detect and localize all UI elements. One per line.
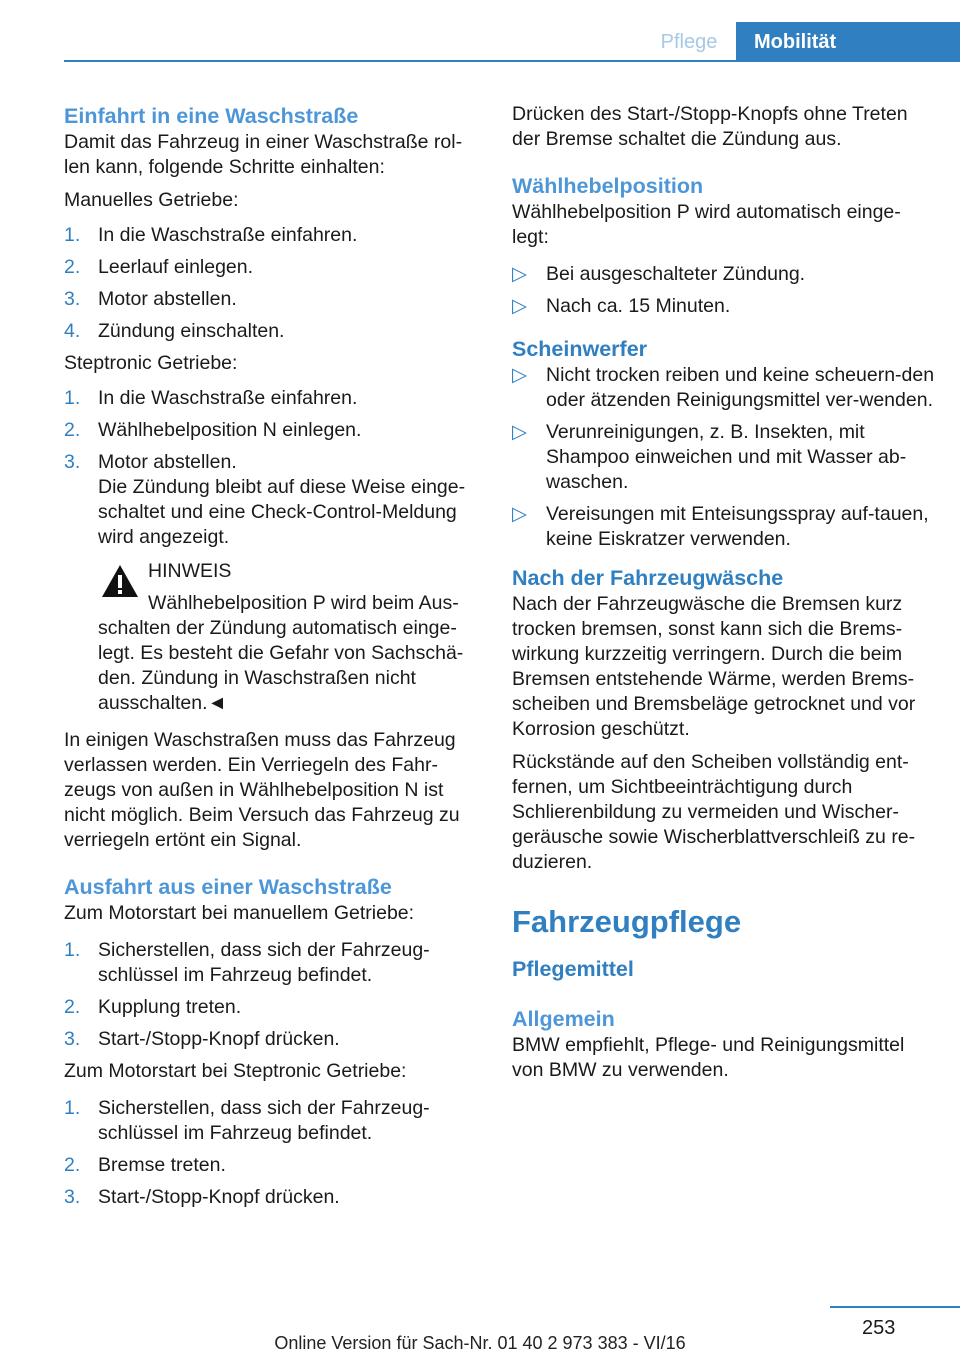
step-number: 3. bbox=[64, 1186, 81, 1208]
heading-ausfahrt: Ausfahrt aus einer Waschstraße bbox=[64, 875, 392, 899]
list-item: 3. Start-/Stopp-Knopf drücken. bbox=[64, 1186, 340, 1208]
list-item: 2. Wählhebelposition N einlegen. bbox=[64, 419, 362, 441]
manual-label: Manuelles Getriebe: bbox=[64, 189, 239, 211]
list-item: ▷ Nicht trocken reiben und keine scheuern-den oder ätzenden Reinigungsmittel ver-wenden. bbox=[512, 364, 935, 411]
chapter-tabs bbox=[0, 22, 960, 62]
right-column bbox=[512, 102, 936, 1083]
manual-steps-list bbox=[64, 223, 478, 344]
list-item: 1. In die Waschstraße einfahren. bbox=[64, 387, 358, 409]
steptronic-start-label: Zum Motorstart bei Steptronic Getriebe: bbox=[64, 1060, 407, 1082]
list-item: ▷ Bei ausgeschalteter Zündung. bbox=[512, 263, 806, 285]
list-item: 3. Motor abstellen. bbox=[64, 288, 237, 310]
triangle-bullet-icon: ▷ bbox=[512, 503, 527, 525]
heading-pflegemittel: Pflegemittel bbox=[512, 957, 634, 981]
hinweis-box bbox=[64, 559, 478, 716]
intro-paragraph: Damit das Fahrzeug in einer Waschstraße rol-len kann, folgende Schritte einhalten: bbox=[64, 131, 463, 178]
triangle-bullet-icon: ▷ bbox=[512, 364, 527, 386]
steptronic-start-steps-list bbox=[64, 1096, 478, 1210]
step-number: 1. bbox=[64, 939, 81, 961]
steptronic-label: Steptronic Getriebe: bbox=[64, 352, 238, 374]
list-item: 1. In die Waschstraße einfahren. bbox=[64, 224, 358, 246]
scheinwerfer-list bbox=[512, 363, 936, 552]
tab-pflege[interactable]: Pflege bbox=[660, 31, 718, 53]
list-item: 2. Bremse treten. bbox=[64, 1154, 226, 1176]
step-number: 2. bbox=[64, 256, 81, 278]
step-number: 2. bbox=[64, 1154, 81, 1176]
steptronic-steps-list bbox=[64, 386, 478, 550]
paragraph-allgemein: BMW empfiehlt, Pflege- und Reinigungsmittel von BMW zu verwenden. bbox=[512, 1034, 905, 1081]
tab-mobilitaet[interactable]: Mobilität bbox=[736, 22, 960, 62]
list-item: 2. Kupplung treten. bbox=[64, 996, 242, 1018]
heading-einfahrt: Einfahrt in eine Waschstraße bbox=[64, 104, 359, 128]
heading-scheinwerfer: Scheinwerfer bbox=[512, 337, 648, 361]
step-number: 2. bbox=[64, 996, 81, 1018]
list-item: ▷ Vereisungen mit Enteisungsspray auf-tauen, keine Eiskratzer verwenden. bbox=[512, 503, 929, 550]
list-item: 2. Leerlauf einlegen. bbox=[64, 256, 254, 278]
step-number: 1. bbox=[64, 224, 81, 246]
step-number: 3. bbox=[64, 451, 81, 473]
triangle-bullet-icon: ▷ bbox=[512, 263, 527, 285]
step-number: 3. bbox=[64, 1028, 81, 1050]
step-number: 1. bbox=[64, 1097, 81, 1119]
heading-fahrzeugpflege: Fahrzeugpflege bbox=[512, 904, 742, 939]
heading-allgemein: Allgemein bbox=[512, 1007, 615, 1031]
list-item: ▷ Verunreinigungen, z. B. Insekten, mit Shampoo einweichen und mit Wasser ab-waschen. bbox=[512, 421, 907, 493]
header-rule bbox=[64, 60, 960, 62]
waehlhebel-list bbox=[512, 262, 936, 319]
list-item: 1. Sicherstellen, dass sich der Fahrzeug-schlüssel im Fahrzeug befindet. bbox=[64, 1097, 430, 1144]
list-item: 3. Start-/Stopp-Knopf drücken. bbox=[64, 1028, 340, 1050]
page-number: 253 bbox=[862, 1317, 896, 1339]
paragraph-zuendung-aus: Drücken des Start-/Stopp-Knopfs ohne Treten der Bremse schaltet die Zündung aus. bbox=[512, 103, 908, 150]
heading-nach-der-fahrzeugwaesche: Nach der Fahrzeugwäsche bbox=[512, 566, 784, 590]
hinweis-text: Wählhebelposition P wird beim Aus-schalten der Zündung automatisch einge-legt. Es besteht die Gefahr von Sachschä-den. Zündung in Waschstraßen nicht ausschalten.◄ bbox=[98, 592, 464, 714]
list-item: 1. Sicherstellen, dass sich der Fahrzeug-schlüssel im Fahrzeug befindet. bbox=[64, 939, 430, 986]
left-column bbox=[64, 102, 478, 1217]
step-number: 4. bbox=[64, 320, 81, 342]
step-number: 1. bbox=[64, 387, 81, 409]
step-number: 3. bbox=[64, 288, 81, 310]
paragraph-waehlhebel: Wählhebelposition P wird automatisch einge-legt: bbox=[512, 201, 901, 248]
footer-rule bbox=[830, 1306, 960, 1308]
paragraph-verriegeln: In einigen Waschstraßen muss das Fahrzeug verlassen werden. Ein Verriegeln des Fahr-zeugs von außen in Wählhebelposition N ist nicht möglich. Beim Versuch das Fahrzeug zu verriegeln ertönt ein Signal. bbox=[64, 729, 460, 851]
triangle-bullet-icon: ▷ bbox=[512, 295, 527, 317]
paragraph-bremsen: Nach der Fahrzeugwäsche die Bremsen kurz trocken bremsen, sonst kann sich die Brems-wirkung kurzzeitig verringern. Durch die beim Bremsen entstehende Wärme, werden Brems-scheiben und Bremsbeläge getrocknet und vor Korrosion geschützt. bbox=[512, 593, 916, 740]
manual-start-label: Zum Motorstart bei manuellem Getriebe: bbox=[64, 902, 415, 924]
warning-icon bbox=[100, 563, 140, 599]
paragraph-rueckstaende: Rückstände auf den Scheiben vollständig ent-fernen, um Sichtbeeinträchtigung durch Schlierenbildung zu vermeiden und Wischer-geräusche sowie Wischerblattverschleiß zu re-duzieren. bbox=[512, 751, 916, 873]
step-number: 2. bbox=[64, 419, 81, 441]
list-item: ▷ Nach ca. 15 Minuten. bbox=[512, 295, 731, 317]
footer-online-version: Online Version für Sach-Nr. 01 40 2 973 383 - VI/16 bbox=[274, 1333, 686, 1353]
step-note: Die Zündung bleibt auf diese Weise einge-schaltet und eine Check-Control-Meldung wird angezeigt. bbox=[98, 476, 466, 548]
hinweis-title: HINWEIS bbox=[148, 560, 232, 582]
triangle-bullet-icon: ▷ bbox=[512, 421, 527, 443]
list-item: 4. Zündung einschalten. bbox=[64, 320, 285, 342]
heading-waehlhebelposition: Wählhebelposition bbox=[512, 174, 704, 198]
list-item: 3. Motor abstellen. Die Zündung bleibt auf diese Weise einge-schaltet und eine Check-Control-Meldung wird angezeigt. bbox=[64, 451, 466, 548]
manual-start-steps-list bbox=[64, 938, 478, 1052]
